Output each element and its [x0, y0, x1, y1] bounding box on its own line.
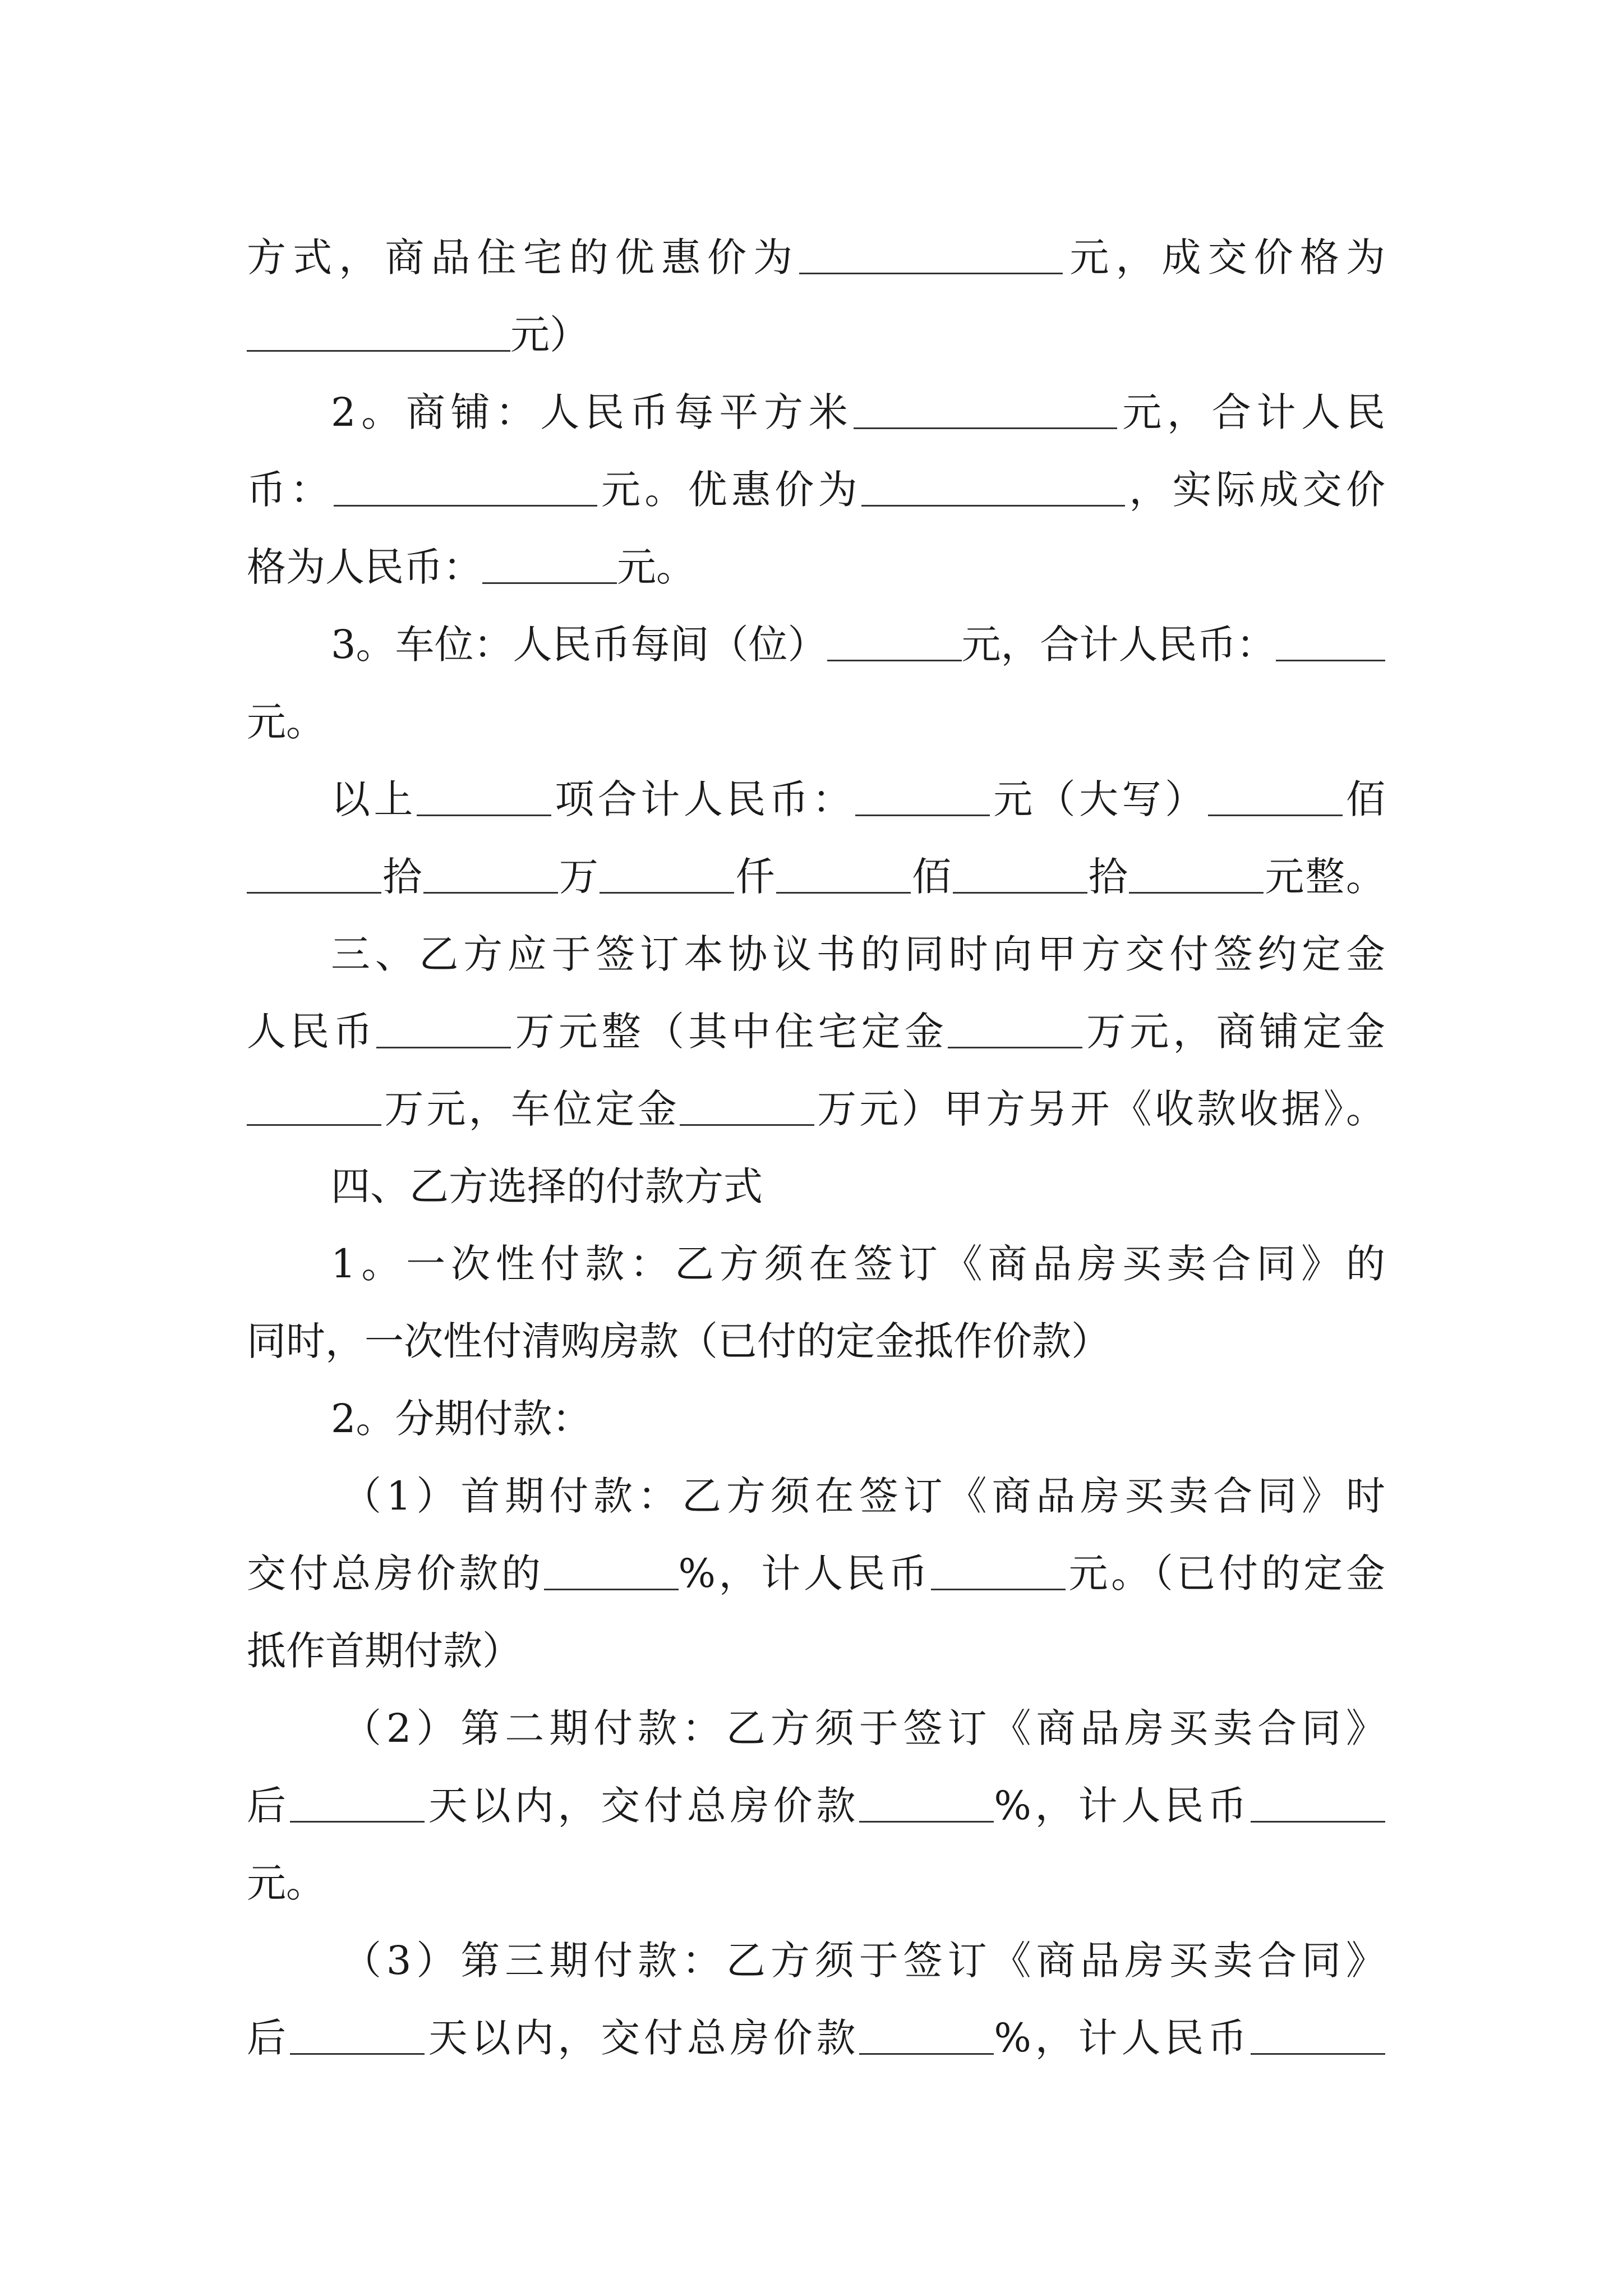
text-segment: （2）第二期付款：乙方须于签订《商品房买卖合同》 [342, 1705, 1385, 1751]
fill-blank [827, 619, 962, 661]
fill-blank [1276, 619, 1385, 661]
fill-blank [931, 1548, 1066, 1590]
section-heading: 四、乙方选择的付款方式 [331, 1163, 763, 1209]
fill-blank [376, 1006, 511, 1048]
fill-blank [417, 774, 551, 816]
text-line [247, 374, 1385, 451]
text-segment: 人民币 [247, 1009, 377, 1055]
text-segment: 三、乙方应于签订本协议书的同时向甲方交付签约定金 [331, 931, 1385, 977]
fill-blank [859, 2013, 994, 2055]
text-segment: （1）首期付款：乙方须在签订《商品房买卖合同》时 [342, 1473, 1385, 1519]
text-line [247, 838, 1385, 915]
text-segment: %，计人民币 [994, 2015, 1251, 2061]
text-segment: %，计人民币 [678, 1550, 931, 1596]
text-segment: 元。 [617, 544, 695, 590]
text-segment: 天以内，交付总房价款 [424, 1783, 860, 1829]
text-segment: （3）第三期付款：乙方须于签订《商品房买卖合同》 [342, 1938, 1385, 1984]
text-segment: 元整。 [1264, 854, 1385, 900]
text-segment: 元。 [247, 1860, 325, 1906]
text-segment: 元。 [247, 699, 325, 745]
text-segment: 拾 [1087, 854, 1129, 900]
text-line [247, 1612, 1385, 1690]
text-segment: %，计人民币 [994, 1783, 1251, 1829]
text-line [247, 219, 1385, 296]
text-segment: 方式，商品住宅的优惠价为 [247, 234, 800, 280]
text-line [247, 1070, 1385, 1148]
fill-blank [1129, 852, 1264, 894]
document-page [247, 219, 1385, 2077]
fill-blank [953, 852, 1087, 894]
fill-blank [1208, 774, 1343, 816]
fill-blank [482, 542, 617, 584]
text-line [247, 1457, 1385, 1535]
text-line [247, 1767, 1385, 1844]
fill-blank [290, 2013, 425, 2055]
fill-blank [680, 1084, 814, 1126]
fill-blank [776, 852, 911, 894]
text-segment: 元，成交价格为 [1063, 234, 1385, 280]
text-segment: 2。商铺：人民币每平方米 [331, 389, 854, 435]
text-segment: 元。优惠价为 [597, 467, 862, 513]
text-line [247, 1303, 1385, 1380]
fill-blank [859, 1780, 994, 1823]
fill-blank [861, 464, 1125, 507]
text-segment: 格为人民币： [247, 544, 482, 590]
fill-blank [247, 310, 510, 352]
text-line [247, 451, 1385, 528]
text-line [247, 1999, 1385, 2077]
text-segment: 拾 [381, 854, 423, 900]
text-segment: 同时，一次性付清购房款（已付的定金抵作价款） [247, 1318, 1110, 1364]
text-segment: ，实际成交价 [1125, 467, 1385, 513]
fill-blank [1251, 1780, 1385, 1823]
fill-blank [855, 774, 990, 816]
text-line [247, 1922, 1385, 1999]
text-segment: 2。分期付款： [331, 1396, 592, 1442]
text-line [247, 1844, 1385, 1922]
text-segment: 仟 [734, 854, 776, 900]
text-segment: 元，合计人民 [1117, 389, 1385, 435]
text-line [247, 296, 1385, 374]
fill-blank [290, 1780, 425, 1823]
text-line [247, 528, 1385, 606]
text-segment: 后 [247, 2015, 290, 2061]
text-segment: 元，合计人民币： [961, 622, 1276, 668]
text-line [247, 1380, 1385, 1457]
text-segment: 元） [510, 312, 589, 358]
fill-blank [247, 1084, 381, 1126]
text-segment: 后 [247, 1783, 290, 1829]
fill-blank [334, 464, 597, 507]
text-line [247, 1690, 1385, 1767]
text-segment: 佰 [1342, 776, 1385, 822]
text-line [247, 1148, 1385, 1225]
fill-blank [948, 1006, 1082, 1048]
fill-blank [600, 852, 734, 894]
text-line [247, 683, 1385, 761]
fill-blank [1251, 2013, 1385, 2055]
text-segment: 项合计人民币： [551, 776, 855, 822]
fill-blank [544, 1548, 679, 1590]
text-line [247, 993, 1385, 1070]
text-segment: 天以内，交付总房价款 [424, 2015, 860, 2061]
text-segment: 1。一次性付款：乙方须在签订《商品房买卖合同》的 [331, 1241, 1385, 1287]
text-segment: 万元，车位定金 [381, 1086, 680, 1132]
text-segment: 以上 [331, 776, 417, 822]
text-line [247, 915, 1385, 993]
text-segment: 交付总房价款的 [247, 1550, 544, 1596]
fill-blank [799, 232, 1063, 274]
text-line [247, 1535, 1385, 1612]
text-segment: 佰 [910, 854, 953, 900]
text-segment: 万元整（其中住宅定金 [511, 1009, 948, 1055]
text-segment: 抵作首期付款） [247, 1628, 522, 1674]
fill-blank [423, 852, 558, 894]
text-segment: 万 [557, 854, 600, 900]
fill-blank [247, 852, 381, 894]
text-segment: 3。车位：人民币每间（位） [331, 622, 827, 668]
text-segment: 元。（已付的定金 [1065, 1550, 1385, 1596]
text-line [247, 606, 1385, 683]
fill-blank [854, 387, 1117, 429]
text-segment: 万元，商铺定金 [1082, 1009, 1385, 1055]
text-segment: 币： [247, 467, 334, 513]
text-segment: 万元）甲方另开《收款收据》。 [814, 1086, 1385, 1132]
text-line [247, 1225, 1385, 1303]
text-segment: 元（大写） [989, 776, 1208, 822]
text-line [247, 761, 1385, 838]
